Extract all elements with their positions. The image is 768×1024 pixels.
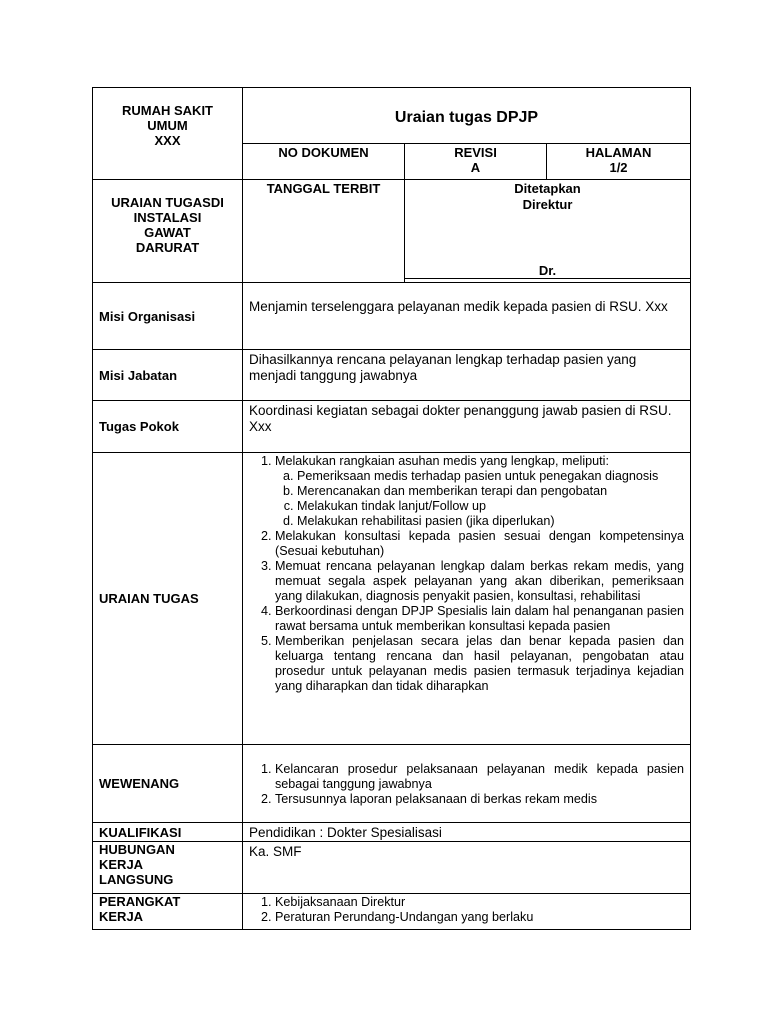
sub-list bbox=[275, 469, 684, 529]
misi-organisasi-label: Misi Organisasi bbox=[93, 283, 243, 350]
list-item: 2. Tersusunnya laporan pelaksanaan di berkas rekam medis bbox=[275, 792, 684, 807]
uraian-tugas-list-cell bbox=[243, 453, 691, 745]
perangkat-kerja-line: PERANGKAT bbox=[99, 894, 181, 909]
list-item-text: Melakukan rangkaian asuhan medis yang lengkap, meliputi: bbox=[275, 454, 609, 468]
hubungan-kerja-text: Ka. SMF bbox=[243, 842, 691, 894]
wewenang-list-cell bbox=[243, 745, 691, 823]
list-item: 3. Memuat rencana pelayanan lengkap dalam berkas rekam medis, yang memuat segala aspek pelayanan yang akan diberikan, pemeriksaan yang dilakukan, diagnosis penyakit pasien, konsultasi, rehabilitasi bbox=[275, 559, 684, 604]
kualifikasi-text: Pendidikan : Dokter Spesialisasi bbox=[243, 823, 691, 842]
sub-list-item: b. Merencanakan dan memberikan terapi dan pengobatan bbox=[297, 484, 684, 499]
sub-list-item: c. Melakukan tindak lanjut/Follow up bbox=[297, 499, 684, 514]
misi-organisasi-text: Menjamin terselenggara pelayanan medik kepada pasien di RSU. Xxx bbox=[243, 283, 691, 350]
hospital-line: XXX bbox=[154, 133, 181, 148]
ditetapkan-label: Ditetapkan bbox=[514, 181, 581, 196]
unit-line: URAIAN TUGASDI bbox=[111, 195, 224, 210]
hubungan-kerja-line: LANGSUNG bbox=[99, 872, 174, 887]
sub-list-item: d. Melakukan rehabilitasi pasien (jika diperlukan) bbox=[297, 514, 684, 529]
list-item: 1. Kebijaksanaan Direktur bbox=[275, 895, 684, 910]
approval-cell bbox=[405, 180, 691, 283]
halaman-value: 1/2 bbox=[609, 160, 628, 175]
revisi-label: REVISI bbox=[454, 145, 497, 160]
halaman-label: HALAMAN bbox=[585, 145, 652, 160]
hospital-name bbox=[93, 88, 243, 180]
revisi-cell bbox=[405, 144, 547, 180]
hospital-line: UMUM bbox=[147, 118, 188, 133]
document-title: Uraian tugas DPJP bbox=[243, 88, 691, 144]
uraian-tugas-list bbox=[249, 454, 684, 694]
tugas-pokok-text: Koordinasi kegiatan sebagai dokter penanggung jawab pasien di RSU. Xxx bbox=[243, 401, 691, 453]
list-item: 2. Peraturan Perundang-Undangan yang berlaku bbox=[275, 910, 684, 925]
list-item bbox=[275, 454, 684, 529]
hubungan-kerja-line: KERJA bbox=[99, 857, 144, 872]
misi-jabatan-label: Misi Jabatan bbox=[93, 350, 243, 401]
unit-name bbox=[93, 180, 243, 283]
list-item: 1. Kelancaran prosedur pelaksanaan pelayanan medik kepada pasien sebagai tanggung jawabnya bbox=[275, 762, 684, 792]
job-description-table bbox=[92, 87, 691, 930]
perangkat-kerja-list-cell bbox=[243, 894, 691, 930]
direktur-label: Direktur bbox=[522, 197, 573, 212]
no-dokumen-label: NO DOKUMEN bbox=[243, 144, 405, 180]
unit-line: GAWAT bbox=[144, 225, 191, 240]
perangkat-kerja-label bbox=[93, 894, 243, 930]
dr-signature-label: Dr. bbox=[538, 263, 557, 278]
perangkat-kerja-list bbox=[249, 895, 684, 925]
tanggal-terbit-label: TANGGAL TERBIT bbox=[243, 180, 405, 283]
hubungan-kerja-label bbox=[93, 842, 243, 894]
perangkat-kerja-line: KERJA bbox=[99, 909, 144, 924]
wewenang-list bbox=[249, 762, 684, 807]
hospital-line: RUMAH SAKIT bbox=[122, 103, 213, 118]
list-item: 5. Memberikan penjelasan secara jelas dan benar kepada pasien dan keluarga tentang rencana dan hasil pelayanan, pengobatan atau prosedur untuk pelayanan medis pasien termasuk terjadinya kejadian yang diharapkan dan tidak diharapkan bbox=[275, 634, 684, 694]
list-item: 4. Berkoordinasi dengan DPJP Spesialis lain dalam hal penanganan pasien rawat bersama untuk memberikan konsultasi kepada pasien bbox=[275, 604, 684, 634]
misi-jabatan-text: Dihasilkannya rencana pelayanan lengkap terhadap pasien yang menjadi tanggung jawabnya bbox=[243, 350, 691, 401]
sub-list-item: a. Pemeriksaan medis terhadap pasien untuk penegakan diagnosis bbox=[297, 469, 684, 484]
kualifikasi-label: KUALIFIKASI bbox=[93, 823, 243, 842]
list-item: 2. Melakukan konsultasi kepada pasien sesuai dengan kompetensinya (Sesuai kebutuhan) bbox=[275, 529, 684, 559]
tugas-pokok-label: Tugas Pokok bbox=[93, 401, 243, 453]
hubungan-kerja-line: HUBUNGAN bbox=[99, 842, 175, 857]
wewenang-label: WEWENANG bbox=[93, 745, 243, 823]
unit-line: INSTALASI bbox=[133, 210, 202, 225]
revisi-value: A bbox=[470, 160, 481, 175]
uraian-tugas-label: URAIAN TUGAS bbox=[93, 453, 243, 745]
unit-line: DARURAT bbox=[135, 240, 200, 255]
halaman-cell bbox=[547, 144, 691, 180]
